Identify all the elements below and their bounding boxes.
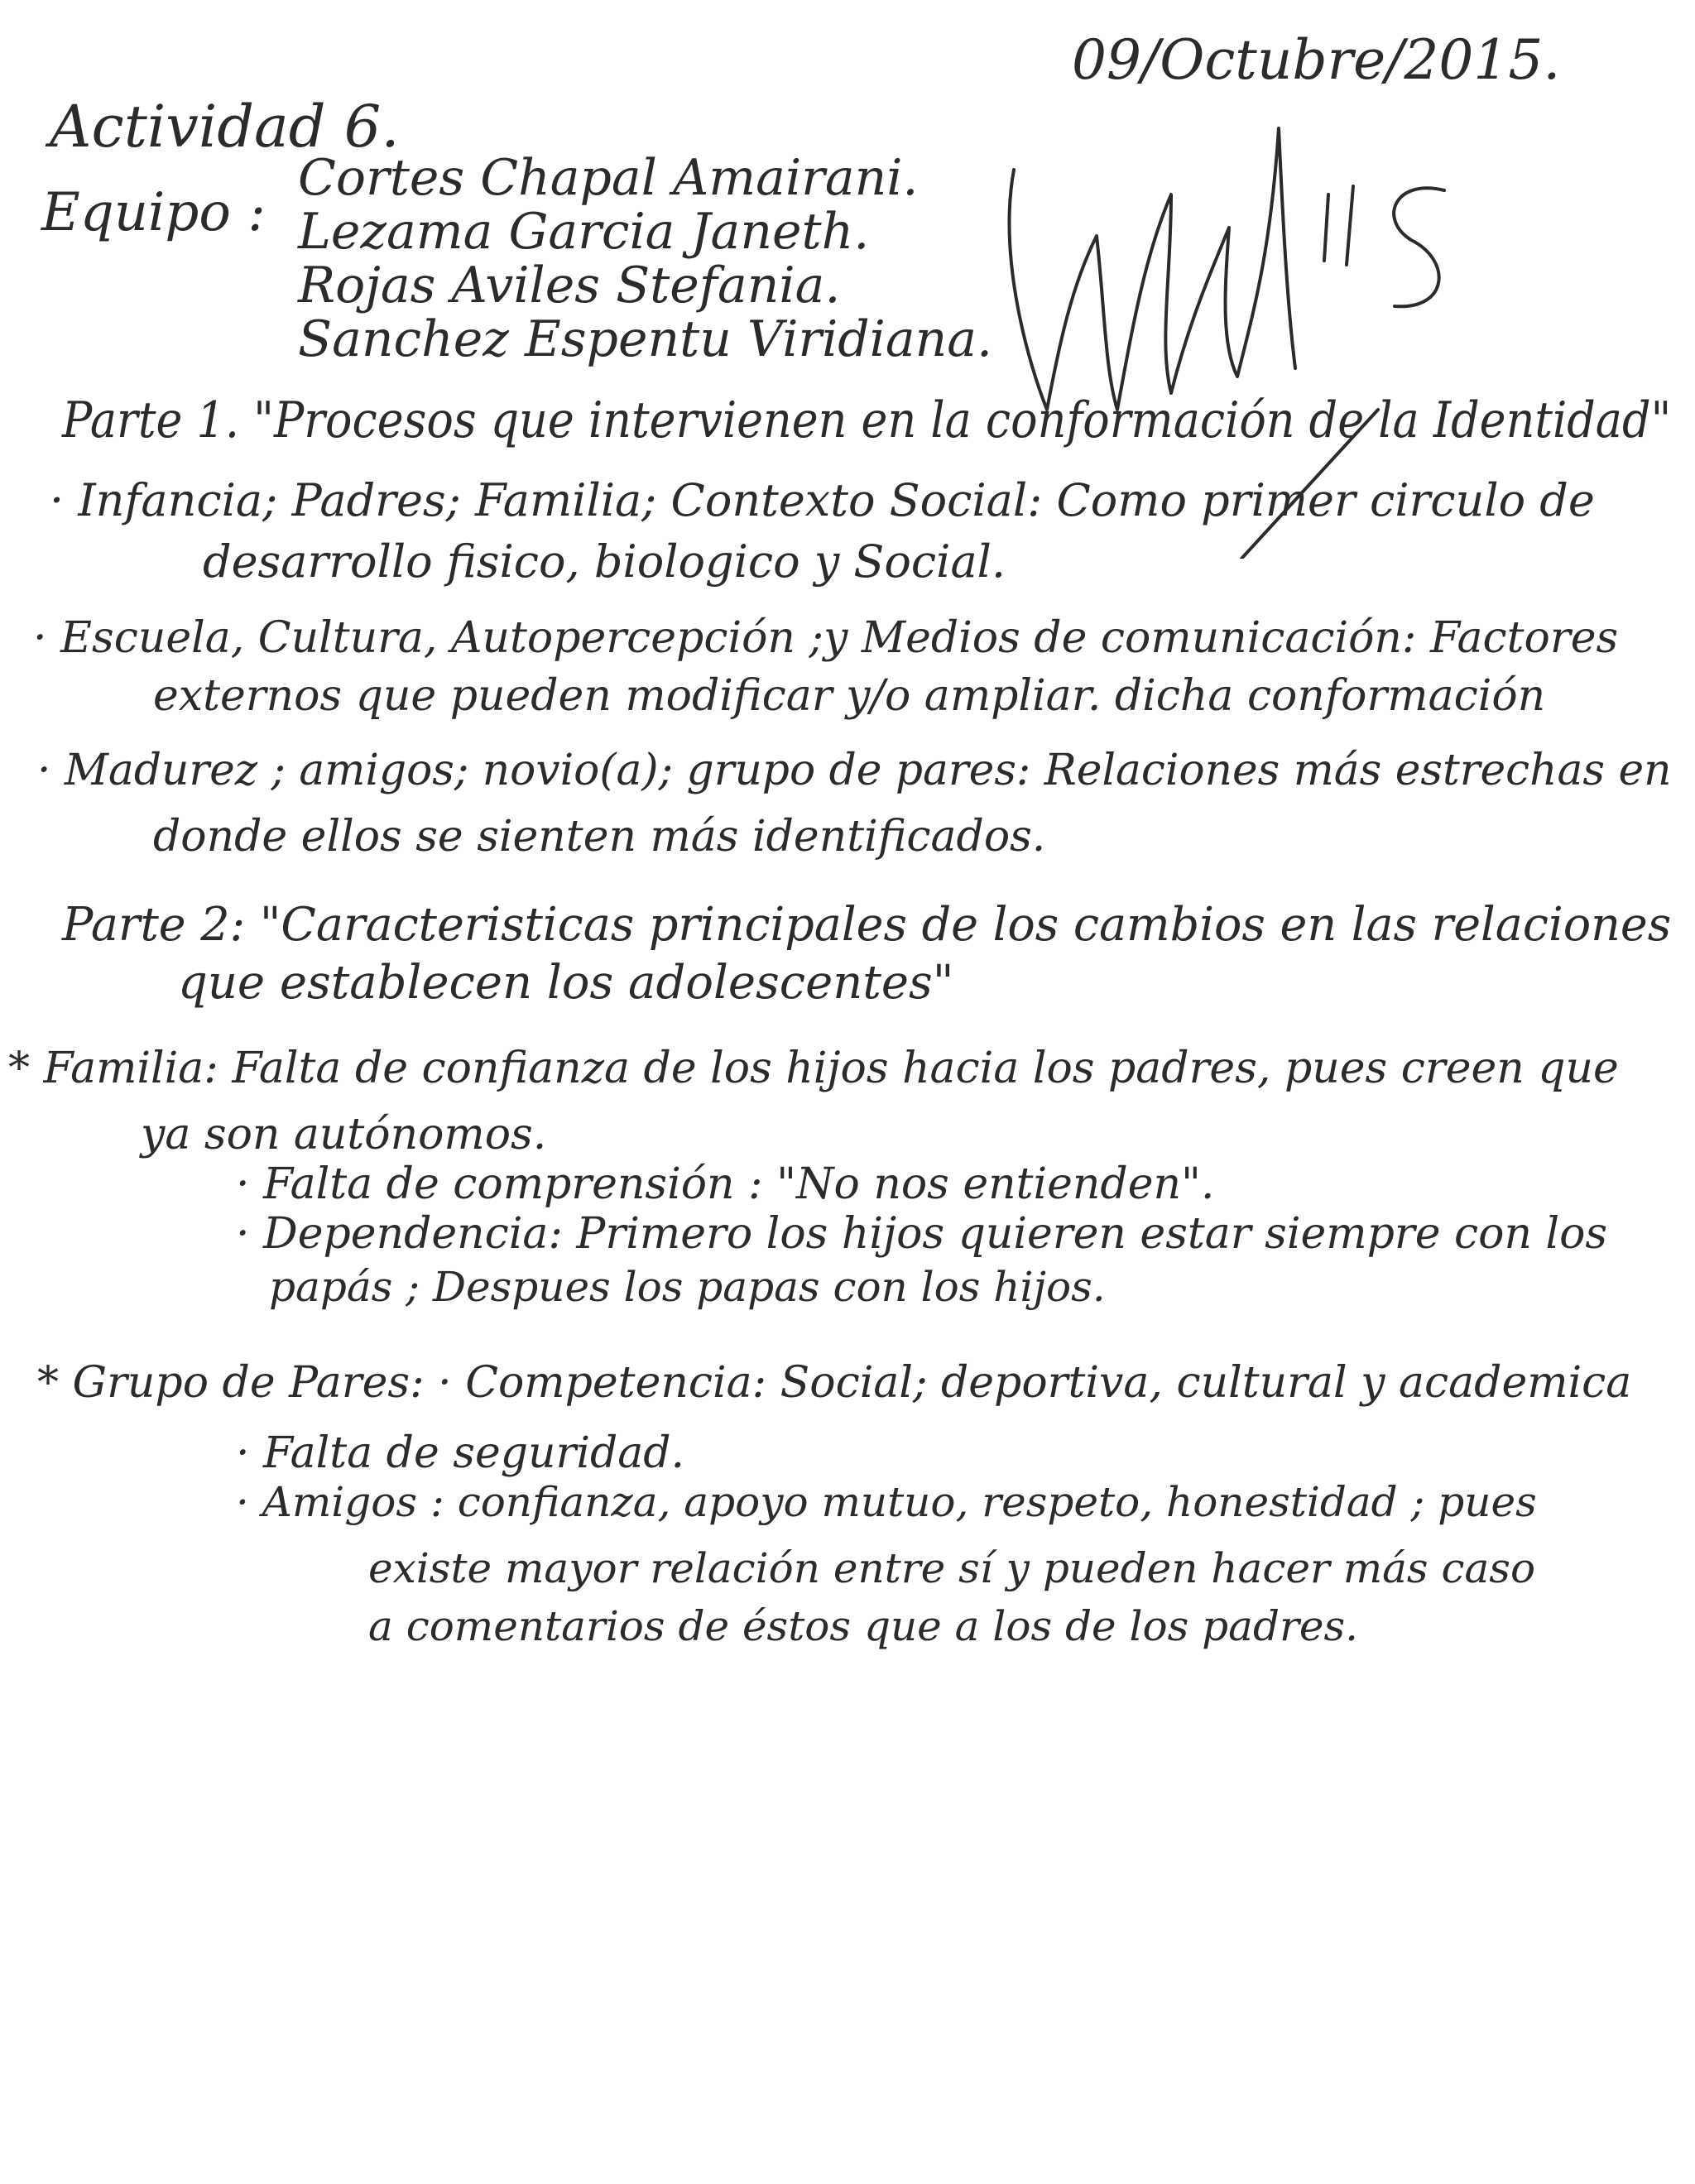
familia-line: ya son autónomos.: [141, 1110, 547, 1159]
part1-bullet-line: donde ellos se sienten más identificados.: [153, 812, 1046, 862]
team-member: Sanchez Espentu Viridiana.: [298, 310, 993, 368]
part1-bullet-line: · Escuela, Cultura, Autopercepción ;y Medios de comunicación: Factores: [33, 613, 1619, 663]
part1-bullet-line: desarrollo fisico, biologico y Social.: [203, 535, 1006, 588]
team-label: Equipo :: [41, 182, 266, 243]
team-member: Cortes Chapal Amairani.: [298, 149, 919, 207]
familia-line: · Dependencia: Primero los hijos quieren estar siempre con los: [236, 1209, 1608, 1259]
part2-title: Parte 2: "Caracteristicas principales de los cambios en las relaciones: [62, 898, 1672, 952]
familia-line: * Familia: Falta de confianza de los hijos hacia los padres, pues creen que: [8, 1044, 1619, 1093]
part1-bullet-line: · Madurez ; amigos; novio(a); grupo de pares: Relaciones más estrechas en: [37, 746, 1672, 795]
part2-title: que establecen los adolescentes": [178, 956, 954, 1010]
part1-bullet-line: externos que pueden modificar y/o ampliar. dicha conformación: [153, 671, 1546, 721]
grupo-pares-line: a comentarios de éstos que a los de los padres.: [368, 1602, 1358, 1650]
familia-line: · Falta de comprensión : "No nos entienden".: [236, 1159, 1215, 1209]
team-member: Lezama Garcia Janeth.: [298, 203, 870, 261]
familia-line: papás ; Despues los papas con los hijos.: [269, 1263, 1106, 1311]
grupo-pares-line: * Grupo de Pares: · Competencia: Social; deportiva, cultural y academica: [37, 1358, 1632, 1408]
grupo-pares-line: existe mayor relación entre sí y pueden hacer más caso: [368, 1544, 1536, 1592]
part1-title: Parte 1. "Procesos que intervienen en la conformación de la Identidad": [62, 391, 1672, 449]
grupo-pares-line: · Amigos : confianza, apoyo mutuo, respeto, honestidad ; pues: [236, 1478, 1537, 1526]
date: 09/Octubre/2015.: [1072, 28, 1561, 92]
grupo-pares-line: · Falta de seguridad.: [236, 1428, 685, 1478]
team-member: Rojas Aviles Stefania.: [298, 257, 841, 314]
part1-bullet-line: · Infancia; Padres; Familia; Contexto Social: Como primer circulo de: [50, 474, 1595, 526]
activity-title: Actividad 6.: [50, 93, 400, 161]
